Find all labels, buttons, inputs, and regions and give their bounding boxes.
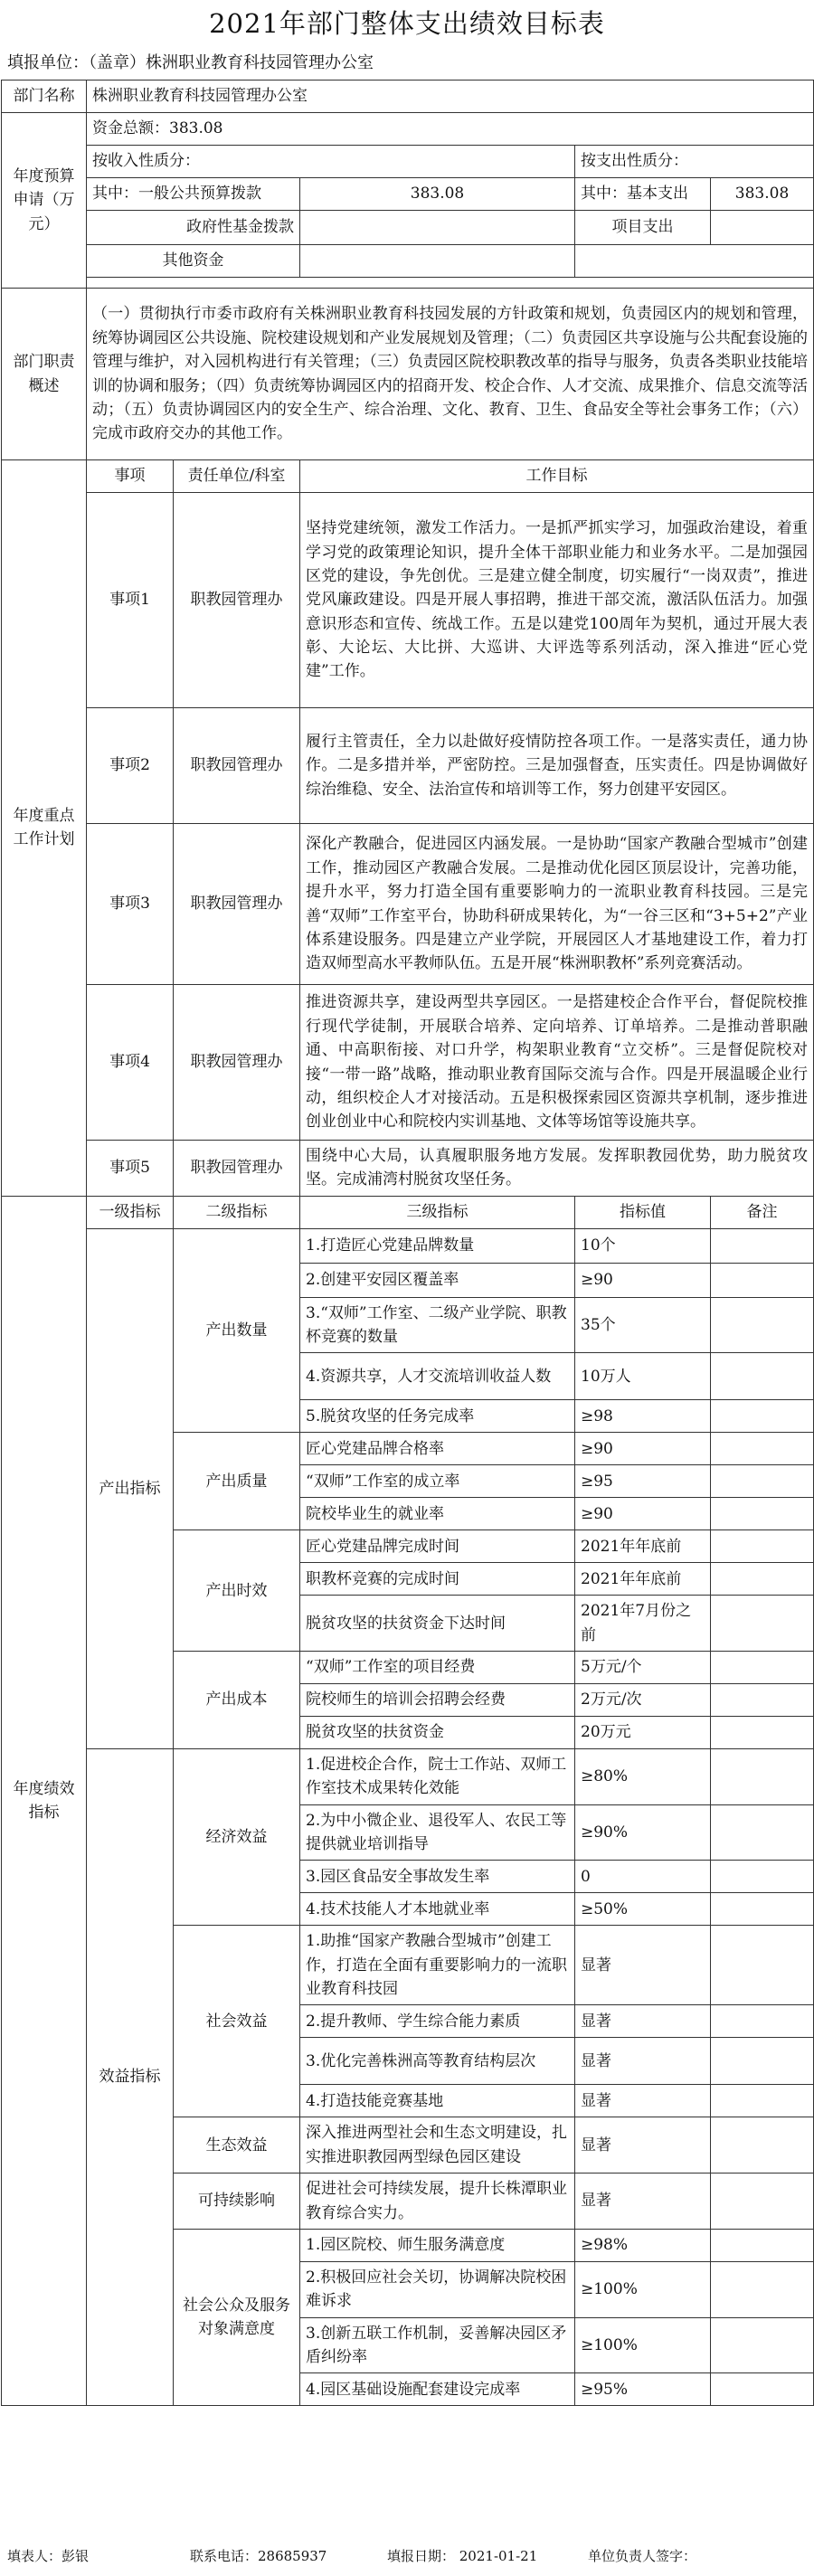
plan-label: 年度重点工作计划 [2,460,87,1197]
indicator-value: ≥90 [575,1498,711,1530]
level2-indicator: 产出时效 [174,1530,300,1652]
indicator-note [711,1228,814,1263]
basic-expense-value: 383.08 [711,178,814,211]
duties-label: 部门职责概述 [2,289,87,460]
indicator-note [711,1400,814,1433]
plan-unit: 职教园管理办 [174,493,300,708]
level3-indicator: 1.打造匠心党建品牌数量 [300,1228,575,1263]
indicator-value: 0 [575,1861,711,1893]
level3-indicator: 职教杯竞赛的完成时间 [300,1563,575,1596]
level3-indicator: 5.脱贫攻坚的任务完成率 [300,1400,575,1433]
footer [0,2540,814,2572]
budget-by-source: 按收入性质分： [87,146,575,178]
indicator-note [711,1530,814,1563]
indicator-note [711,1926,814,2005]
indicator-value: 2021年年底前 [575,1530,711,1563]
level2-indicator: 产出数量 [174,1228,300,1433]
level3-indicator: 1.促进校企合作，院士工作站、双师工作室技术成果转化效能 [300,1749,575,1805]
level3-indicator: 匠心党建品牌完成时间 [300,1530,575,1563]
indicator-note [711,1563,814,1596]
plan-row [2,1141,814,1197]
other-fund-empty [575,245,814,278]
indicator-value: 2021年7月份之前 [575,1596,711,1652]
indicator-value: ≥95% [575,2373,711,2406]
plan-header-content: 工作目标 [300,460,814,493]
level3-indicator: 2.提升教师、学生综合能力素质 [300,2005,575,2038]
footer-sign: 单位负责人签字： [588,2548,697,2564]
other-fund-value [300,245,575,278]
duties-text: （一）贯彻执行市委市政府有关株洲职业教育科技园发展的方针政策和规划，负责园区内的规划和管理，统筹协调园区公共设施、院校建设规划和产业发展规划及管理；（二）负责园区共享设施与公共配套设施的管理与维护，对入园机构进行有关管理；（三）负责园区院校职教改革的指导与服务，负责各类职业技能培训的协调和服务；（四）负责统筹协调园区内的招商开发、校企合作、人才交流、成果推介、信息交流等活动；（五）负责协调园区内的安全生产、综合治理、文化、教育、卫生、食品安全等社会事务工作；（六）完成市政府交办的其他工作。 [87,289,814,460]
indicator-note [711,1893,814,1926]
indicator-note [711,1433,814,1465]
plan-item: 事项5 [87,1141,174,1197]
indicator-value: ≥90 [575,1433,711,1465]
indicator-value: ≥98% [575,2229,711,2261]
level3-indicator: 1.园区院校、师生服务满意度 [300,2229,575,2261]
general-budget-value: 383.08 [300,178,575,211]
plan-header-item: 事项 [87,460,174,493]
indicator-note [711,1684,814,1717]
project-expense-value [711,211,814,245]
indicator-value: ≥90% [575,1804,711,1861]
indicator-note [711,1861,814,1893]
indicator-value: 显著 [575,2117,711,2174]
plan-header-unit: 责任单位/科室 [174,460,300,493]
budget-label: 年度预算申请（万元） [2,113,87,289]
indicator-value: 10个 [575,1228,711,1263]
plan-row [2,708,814,824]
level3-indicator: 4.打造技能竞赛基地 [300,2085,575,2117]
indicator-row [2,1228,814,1263]
filler-unit-line [0,47,814,80]
level3-indicator: “双师”工作室的项目经费 [300,1652,575,1684]
level3-indicator: 2.积极回应社会关切，协调解决院校困难诉求 [300,2261,575,2317]
indicator-note [711,1652,814,1684]
indicator-value: 2021年年底前 [575,1563,711,1596]
indicator-note [711,2229,814,2261]
indicator-value: 显著 [575,2174,711,2230]
level3-indicator: 3.“双师”工作室、二级产业学院、职教杯竞赛的数量 [300,1297,575,1353]
plan-row [2,493,814,708]
level3-indicator: 院校师生的培训会招聘会经费 [300,1684,575,1717]
level2-indicator: 经济效益 [174,1749,300,1926]
indicator-note [711,2038,814,2085]
indicator-value: ≥90 [575,1263,711,1297]
indicator-row [2,1749,814,1805]
output-indicator-label: 产出指标 [87,1228,174,1748]
indicator-value: 显著 [575,2005,711,2038]
indicator-note [711,1596,814,1652]
indicator-value: 2万元/次 [575,1684,711,1717]
dept-name-label: 部门名称 [2,80,87,113]
budget-total: 资金总额：383.08 [87,113,814,146]
plan-item: 事项2 [87,708,174,824]
main-table [1,80,814,2406]
filler-unit-value: （盖章）株洲职业教育科技园管理办公室 [89,53,374,72]
indicator-note [711,2317,814,2373]
budget-spacer [87,278,814,289]
perf-header-l3: 三级指标 [300,1196,575,1228]
plan-content: 履行主管责任，全力以赴做好疫情防控各项工作。一是落实责任，通力协作。二是多措并举，严密防控。三是加强督查，压实责任。四是协调做好综治维稳、安全、法治宣传和培训等工作，努力创建平安园区。 [300,708,814,824]
indicator-value: ≥80% [575,1749,711,1805]
perf-header-l2: 二级指标 [174,1196,300,1228]
indicator-note [711,1297,814,1353]
level2-indicator: 产出质量 [174,1433,300,1530]
indicator-value: ≥100% [575,2261,711,2317]
plan-row [2,985,814,1141]
perf-header-l1: 一级指标 [87,1196,174,1228]
level3-indicator: 深入推进两型社会和生态文明建设，扎实推进职教园两型绿色园区建设 [300,2117,575,2174]
indicator-note [711,1353,814,1400]
plan-item: 事项4 [87,985,174,1141]
form-title: 2021年部门整体支出绩效目标表 [209,8,605,39]
perf-header-note: 备注 [711,1196,814,1228]
level3-indicator: 脱贫攻坚的扶贫资金 [300,1717,575,1749]
plan-content: 坚持党建统领，激发工作活力。一是抓严抓实学习，加强政治建设，着重学习党的政策理论知识，提升全体干部职业能力和业务水平。二是加强园区党的建设，争先创优。三是建立健全制度，切实履行“一岗双责”，推进党风廉政建设。四是开展人事招聘，推进干部交流，激活队伍活力。加强意识形态和宣传、统战工作。五是以建党100周年为契机，通过开展大表彰、大论坛、大比拼、大巡讲、大评选等系列活动，深入推进“匠心党建”工作。 [300,493,814,708]
gov-fund-value [300,211,575,245]
effect-indicator-label: 效益指标 [87,1749,174,2406]
plan-item: 事项1 [87,493,174,708]
gov-fund-label: 政府性基金拨款 [87,211,300,245]
level3-indicator: 促进社会可持续发展，提升长株潭职业教育综合实力。 [300,2174,575,2230]
plan-row [2,824,814,985]
indicator-note [711,2174,814,2230]
indicator-value: 显著 [575,1926,711,2005]
perf-label: 年度绩效指标 [2,1196,87,2406]
indicator-note [711,2085,814,2117]
level3-indicator: 2.为中小微企业、退役军人、农民工等提供就业培训指导 [300,1804,575,1861]
indicator-value: ≥98 [575,1400,711,1433]
plan-unit: 职教园管理办 [174,824,300,985]
plan-unit: 职教园管理办 [174,985,300,1141]
footer-date: 填报日期： 2021-01-21 [387,2548,538,2564]
level2-indicator: 可持续影响 [174,2174,300,2230]
level3-indicator: 2.创建平安园区覆盖率 [300,1263,575,1297]
level2-indicator: 生态效益 [174,2117,300,2174]
indicator-value: 显著 [575,2038,711,2085]
indicator-value: 5万元/个 [575,1652,711,1684]
level2-indicator: 社会效益 [174,1926,300,2117]
level3-indicator: 4.资源共享，人才交流培训收益人数 [300,1353,575,1400]
level3-indicator: 匠心党建品牌合格率 [300,1433,575,1465]
indicator-note [711,2117,814,2174]
indicator-value: 10万人 [575,1353,711,1400]
indicator-note [711,1465,814,1498]
project-expense-label: 项目支出 [575,211,711,245]
filler-unit-label: 填报单位： [7,53,89,72]
level3-indicator: 1.助推“国家产教融合型城市”创建工作，打造在全面有重要影响力的一流职业教育科技园 [300,1926,575,2005]
indicator-note [711,1717,814,1749]
footer-filler: 填表人：彭银 [7,2548,90,2564]
other-fund-label: 其他资金 [87,245,300,278]
plan-item: 事项3 [87,824,174,985]
level3-indicator: 4.园区基础设施配套建设完成率 [300,2373,575,2406]
level3-indicator: “双师”工作室的成立率 [300,1465,575,1498]
plan-content: 推进资源共享，建设两型共享园区。一是搭建校企合作平台，督促院校推行现代学徒制，开展联合培养、定向培养、订单培养。二是推动普职融通、中高职衔接、对口升学，构架职业教育“立交桥”。三是督促院校对接“一带一路”战略，推动职业教育国际交流与合作。四是开展温暖企业行动，组织校企人才对接活动。五是积极探索园区资源共享机制，逐步推进创业创业中心和院校内实训基地、文体等场馆等设施共享。 [300,985,814,1141]
budget-by-nature: 按支出性质分： [575,146,814,178]
level3-indicator: 3.园区食品安全事故发生率 [300,1861,575,1893]
indicator-note [711,1263,814,1297]
level3-indicator: 脱贫攻坚的扶贫资金下达时间 [300,1596,575,1652]
indicator-note [711,1498,814,1530]
level3-indicator: 3.创新五联工作机制，妥善解决园区矛盾纠纷率 [300,2317,575,2373]
indicator-value: 显著 [575,2085,711,2117]
plan-unit: 职教园管理办 [174,1141,300,1197]
dept-name-value: 株洲职业教育科技园管理办公室 [87,80,814,113]
perf-header-value: 指标值 [575,1196,711,1228]
plan-content: 深化产教融合，促进园区内涵发展。一是协助“国家产教融合型城市”创建工作，推动园区产教融合发展。二是推动优化园区顶层设计，完善功能，提升水平，努力打造全国有重要影响力的一流职业教育科技园。三是完善“双师”工作室平台，协助科研成果转化，为“一谷三区和“3+5+2”产业体系建设服务。四是建立产业学院，开展园区人才基地建设工作，着力打造双师型高水平教师队伍。五是开展“株洲职教杯”系列竞赛活动。 [300,824,814,985]
indicator-note [711,2005,814,2038]
plan-content: 围绕中心大局，认真履职服务地方发展。发挥职教园优势，助力脱贫攻坚。完成浦湾村脱贫攻坚任务。 [300,1141,814,1197]
indicator-note [711,1804,814,1861]
indicator-note [711,1749,814,1805]
level3-indicator: 3.优化完善株洲高等教育结构层次 [300,2038,575,2085]
indicator-value: ≥50% [575,1893,711,1926]
level3-indicator: 4.技术技能人才本地就业率 [300,1893,575,1926]
indicator-value: ≥100% [575,2317,711,2373]
indicator-value: ≥95 [575,1465,711,1498]
indicator-note [711,2373,814,2406]
indicator-note [711,2261,814,2317]
indicator-value: 35个 [575,1297,711,1353]
level2-indicator: 产出成本 [174,1652,300,1749]
level3-indicator: 院校毕业生的就业率 [300,1498,575,1530]
basic-expense-label: 其中：基本支出 [575,178,711,211]
general-budget-label: 其中：一般公共预算拨款 [87,178,300,211]
plan-unit: 职教园管理办 [174,708,300,824]
level2-indicator: 社会公众及服务对象满意度 [174,2229,300,2405]
indicator-value: 20万元 [575,1717,711,1749]
footer-phone: 联系电话：28685937 [190,2548,327,2564]
